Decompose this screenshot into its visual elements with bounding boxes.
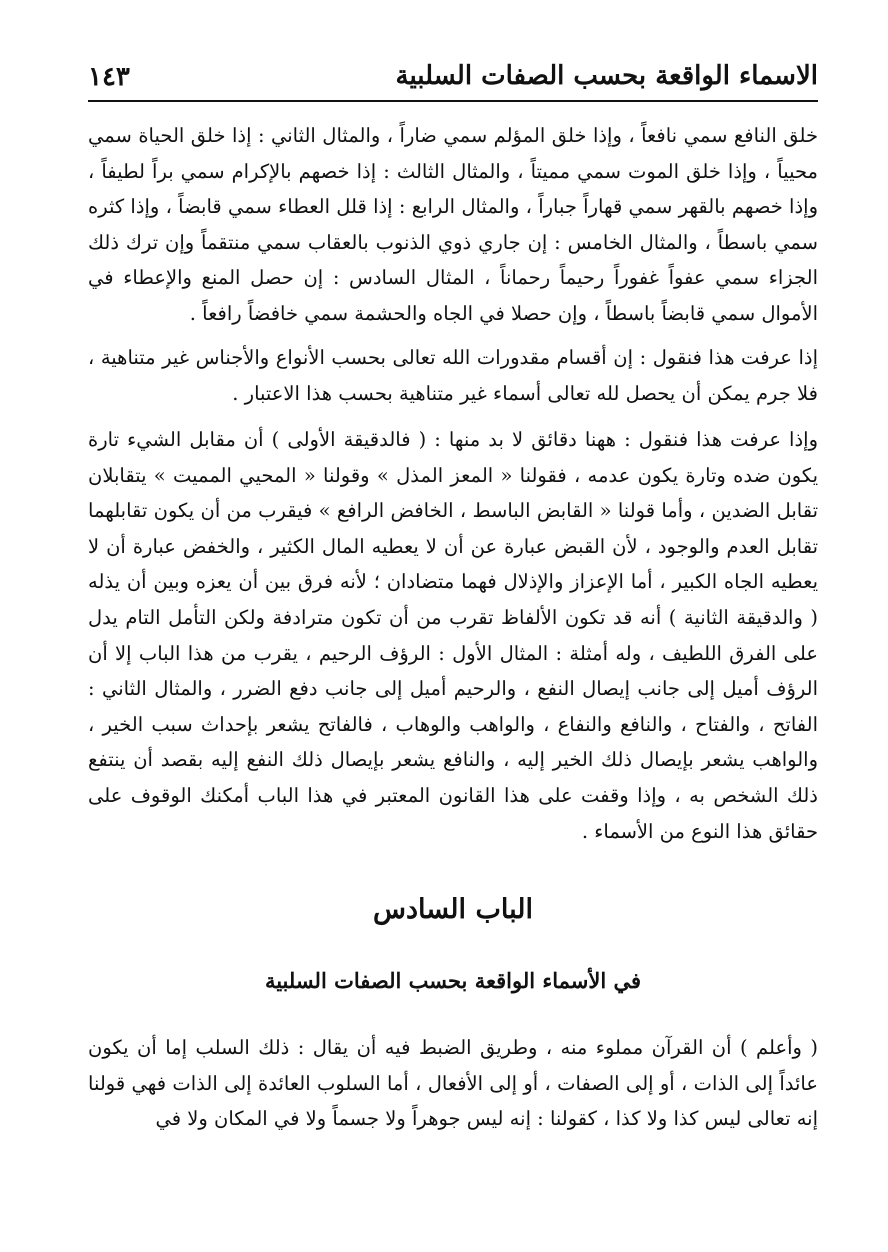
chapter-title: الباب السادس — [373, 894, 533, 925]
chapter-subtitle: في الأسماء الواقعة بحسب الصفات السلبية — [264, 968, 642, 993]
page-number: ١٤٣ — [88, 62, 130, 92]
paragraph-3: وإذا عرفت هذا فنقول : ههنا دقائق لا بد منها : ( فالدقيقة الأولى ) أن مقابل الشيء تارة يكون ضده وتارة يكون عدمه ، فقولنا « المعز المذل » وقولنا « المحيي المميت » يتقابلان تقابل الضدين ، وأما قولنا « القابض الباسط ، الخافض الرافع » فيقرب من أن يكون تقابلهما تقابل العدم والوجود ، لأن القبض عبارة عن أن لا يعطيه المال الكثير ، والخفض عبارة أن لا يعطيه الجاه الكبير ، أما الإعزاز والإذلال فهما متضادان ؛ لأنه فرق بين أن يعزه وبين أن يذله ( والدقيقة الثانية ) أنه قد تكون الألفاظ تقرب من أن تكون مترادفة ولكن التأمل التام يدل على الفرق اللطيف ، وله أمثلة : المثال الأول : الرؤف الرحيم ، يقرب من هذا الباب إلا أن الرؤف أميل إلى جانب إيصال النفع ، والرحيم أميل إلى جانب دفع الضرر ، والمثال الثاني : الفاتح ، والفتاح ، والنافع والنفاع ، والواهب والوهاب ، فالفاتح يشعر بإحداث سبب الخير ، والواهب يشعر بإيصال ذلك الخير إليه ، والنافع يشعر بإيصال ذلك النفع إليه بقصد أن ينتفع ذلك الشخص به ، وإذا وقفت على هذا القانون المعتبر في هذا الباب أمكنك الوقوف على حقائق هذا النوع من الأسماء . — [88, 428, 818, 843]
paragraph-1: خلق النافع سمي نافعاً ، وإذا خلق المؤلم سمي ضاراً ، والمثال الثاني : إذا خلق الحياة سمي محيياً ، وإذا خلق الموت سمي مميتاً ، والمثال الثالث : إذا خصهم بالإكرام سمي براً لطيفاً ، وإذا خصهم بالقهر سمي قهاراً جباراً ، والمثال الرابع : إذا قلل العطاء سمي قابضاً ، وإذا كثره سمي باسطاً ، والمثال الخامس : إن جاري ذوي الذنوب بالعقاب سمي منتقماً وإن ترك ذلك الجزاء سمي عفواً غفوراً رحيماً رحماناً ، المثال السادس : إن حصل المنع والإعطاء في الأموال سمي قابضاً باسطاً ، وإن حصلا في الجاه والحشمة سمي خافضاً رافعاً . — [88, 124, 818, 325]
page-header — [88, 58, 818, 98]
paragraph-2: إذا عرفت هذا فنقول : إن أقسام مقدورات الله تعالى بحسب الأنواع والأجناس غير متناهية ، فلا جرم يمكن أن يحصل لله تعالى أسماء غير متناهية بحسب هذا الاعتبار . — [88, 346, 818, 405]
running-title: الاسماء الواقعة بحسب الصفات السلبية — [395, 61, 818, 91]
paragraph-4: ( وأعلم ) أن القرآن مملوء منه ، وطريق الضبط فيه أن يقال : ذلك السلب إما أن يكون عائداً إلى الذات ، أو إلى الصفات ، أو إلى الأفعال ، أما السلوب العائدة إلى الذات فهي قولنا إنه تعالى ليس كذا ولا كذا ، كقولنا : إنه ليس جوهراً ولا جسماً ولا في المكان ولا في — [88, 1036, 818, 1131]
header-divider — [88, 100, 818, 102]
